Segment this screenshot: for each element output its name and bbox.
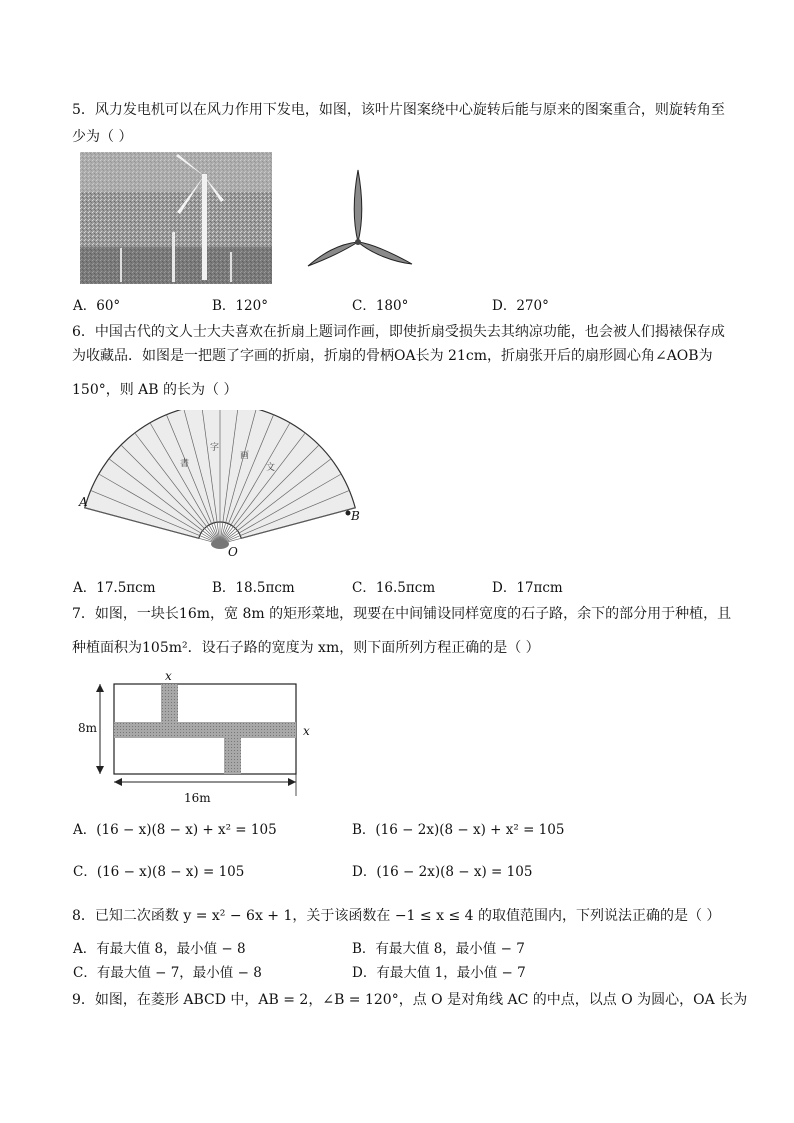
svg-text:書: 書 [180,459,190,469]
q6-option-c[interactable]: C．16.5πcm [352,580,436,596]
fan-label-b: B [351,509,360,523]
fan-label-o: O [228,545,238,559]
blade-pattern-figure [300,168,420,272]
plot-height-label: 8m [78,721,98,735]
path-width-label-top: x [165,669,172,683]
svg-text:字: 字 [210,443,220,453]
q6-stem-line1: 6．中国古代的文人士大夫喜欢在折扇上题词作画，即使折扇受损失去其纳凉功能，也会被人们揭裱保存成 [72,324,725,340]
folding-fan-figure [70,410,370,560]
svg-text:文: 文 [266,463,276,473]
wind-turbine-photo [80,152,272,284]
fan-label-a: A [79,495,88,509]
q8-option-c[interactable]: C．有最大值 − 7，最小值 − 8 [73,965,262,981]
q5-stem-line1: 5．风力发电机可以在风力作用下发电，如图，该叶片图案绕中心旋转后能与原来的图案重合，则旋转角至 [72,102,725,118]
q8-option-a[interactable]: A．有最大值 8，最小值 − 8 [73,941,246,957]
q5-option-a[interactable]: A．60° [73,298,121,314]
q5-stem-line2: 少为（ ） [72,129,133,145]
q7-stem-line2: 种植面积为105m²．设石子路的宽度为 xm，则下面所列方程正确的是（ ） [72,640,540,656]
q5-option-d[interactable]: D．270° [492,298,549,314]
q7-option-b[interactable]: B．(16 − 2x)(8 − x) + x² = 105 [352,822,565,838]
plot-width-label: 16m [184,791,211,805]
q8-stem-line1: 8．已知二次函数 y = x² − 6x + 1，关于该函数在 −1 ≤ x ≤ 4 的取值范围内，下列说法正确的是（ ） [72,908,721,924]
q6-option-d[interactable]: D．17πcm [492,580,563,596]
path-width-label-right: x [303,724,310,738]
q6-stem-line3: 150°，则 AB 的长为（ ） [72,382,238,398]
q6-stem-line2: 为收藏品．如图是一把题了字画的折扇，折扇的骨柄OA长为 21cm，折扇张开后的扇形圆心角∠AOB为 [72,348,713,364]
q8-option-d[interactable]: D．有最大值 1，最小值 − 7 [352,965,526,981]
q7-stem-line1: 7．如图，一块长16m，宽 8m 的矩形菜地，现要在中间铺设同样宽度的石子路，余下的部分用于种植，且 [72,606,732,622]
garden-plot-figure [74,668,324,808]
q8-option-b[interactable]: B．有最大值 8，最小值 − 7 [352,941,525,957]
q7-option-c[interactable]: C．(16 − x)(8 − x) = 105 [73,864,245,880]
q9-stem-line1: 9．如图，在菱形 ABCD 中，AB = 2，∠B = 120°，点 O 是对角线 AC 的中点，以点 O 为圆心，OA 长为 [72,992,748,1008]
q5-option-b[interactable]: B．120° [212,298,268,314]
q7-option-a[interactable]: A．(16 − x)(8 − x) + x² = 105 [73,822,277,838]
q6-option-b[interactable]: B．18.5πcm [212,580,295,596]
q6-option-a[interactable]: A．17.5πcm [73,580,156,596]
q5-option-c[interactable]: C．180° [352,298,409,314]
svg-text:画: 画 [240,451,250,461]
q7-option-d[interactable]: D．(16 − 2x)(8 − x) = 105 [352,864,533,880]
